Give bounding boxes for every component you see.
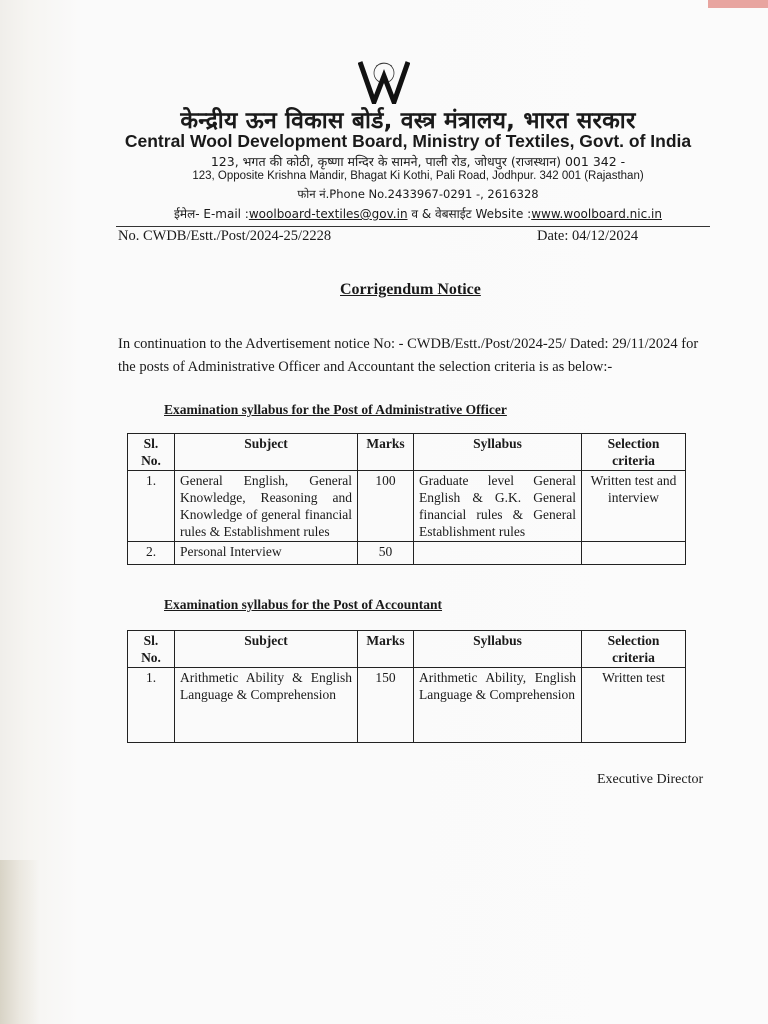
cell-subject: Personal Interview	[175, 542, 358, 565]
table-row	[128, 471, 686, 542]
cell-subject: Arithmetic Ability & English Language & Comprehension	[175, 668, 358, 743]
cell-sl: 1.	[128, 668, 175, 743]
cell-subject: General English, General Knowledge, Reasoning and Knowledge of general financial rules & Establishment rules	[175, 471, 358, 542]
table-row	[128, 542, 686, 565]
cell-sl: 2.	[128, 542, 175, 565]
table-header-row	[128, 434, 686, 471]
email-link[interactable]: woolboard-textiles@gov.in	[248, 207, 408, 221]
title-english: Central Wool Development Board, Ministry of Textiles, Govt. of India	[124, 131, 692, 151]
paper-shadow	[0, 860, 40, 1024]
cell-criteria: Written test	[582, 668, 686, 743]
website-link[interactable]: www.woolboard.nic.in	[531, 207, 662, 221]
col-subject: Subject	[175, 434, 358, 471]
address-hindi: 123, भगत की कोठी, कृष्णा मन्दिर के सामने, पाली रोड, जोधपुर (राजस्थान) 001 342 -	[210, 154, 626, 169]
col-syllabus: Syllabus	[414, 434, 582, 471]
address-english: 123, Opposite Krishna Mandir, Bhagat Ki Kothi, Pali Road, Jodhpur. 342 001 (Rajasthan)	[192, 170, 644, 182]
notice-date: Date: 04/12/2024	[537, 228, 639, 244]
website-label: व & वेबसाईट Website :	[407, 207, 532, 221]
corner-mark	[708, 0, 768, 8]
table-header-row	[128, 631, 686, 668]
table-row	[128, 668, 686, 743]
accountant-heading: Examination syllabus for the Post of Accountant	[164, 597, 443, 612]
accountant-table	[127, 630, 686, 743]
cell-marks: 150	[358, 668, 414, 743]
header-divider	[116, 226, 710, 227]
contact-line	[34, 205, 768, 222]
col-marks: Marks	[358, 631, 414, 668]
cell-marks: 50	[358, 542, 414, 565]
phone-numbers: फोन नं.Phone No.2433967-0291 -, 2616328	[297, 187, 539, 201]
notice-body: In continuation to the Advertisement notice No: - CWDB/Estt./Post/2024-25/ Dated: 29/11/2024 for the posts of Administrative Officer and Accountant the selection criteria is as below:-	[118, 336, 699, 375]
notice-title: Corrigendum Notice	[340, 281, 481, 298]
col-marks: Marks	[358, 434, 414, 471]
reference-number: No. CWDB/Estt./Post/2024-25/2228	[118, 228, 332, 244]
email-label: ईमेल- E-mail :	[174, 207, 249, 221]
cell-syllabus	[414, 542, 582, 565]
signature-title: Executive Director	[597, 772, 704, 787]
cell-sl: 1.	[128, 471, 175, 542]
title-hindi: केन्द्रीय ऊन विकास बोर्ड, वस्त्र मंत्रालय, भारत सरकार	[180, 108, 636, 134]
col-sl: Sl. No.	[128, 631, 175, 668]
cell-syllabus: Arithmetic Ability, English Language & Comprehension	[414, 668, 582, 743]
cell-criteria: Written test and interview	[582, 471, 686, 542]
admin-officer-heading: Examination syllabus for the Post of Administrative Officer	[164, 402, 507, 417]
board-logo-icon	[358, 58, 410, 104]
col-subject: Subject	[175, 631, 358, 668]
admin-officer-table	[127, 433, 686, 565]
cell-syllabus: Graduate level General English & G.K. General financial rules & General Establishment rules	[414, 471, 582, 542]
col-criteria: Selection criteria	[582, 631, 686, 668]
cell-marks: 100	[358, 471, 414, 542]
col-criteria: Selection criteria	[582, 434, 686, 471]
col-syllabus: Syllabus	[414, 631, 582, 668]
col-sl: Sl. No.	[128, 434, 175, 471]
cell-criteria	[582, 542, 686, 565]
